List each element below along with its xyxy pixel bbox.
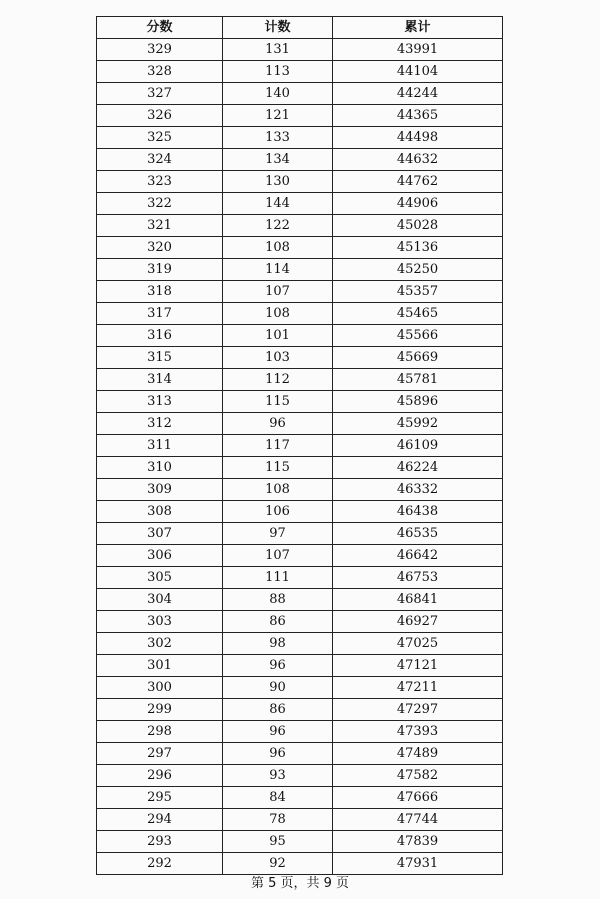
cell-cumulative: 44632	[333, 149, 503, 171]
cell-score: 307	[97, 523, 223, 545]
cell-count: 133	[223, 127, 333, 149]
cell-score: 303	[97, 611, 223, 633]
table-row	[97, 237, 503, 259]
cell-score: 329	[97, 39, 223, 61]
cell-cumulative: 44244	[333, 83, 503, 105]
table-row	[97, 347, 503, 369]
table-row	[97, 39, 503, 61]
table-row	[97, 501, 503, 523]
cell-count: 115	[223, 391, 333, 413]
cell-cumulative: 45136	[333, 237, 503, 259]
cell-cumulative: 47025	[333, 633, 503, 655]
cell-score: 311	[97, 435, 223, 457]
cell-count: 103	[223, 347, 333, 369]
cell-cumulative: 46535	[333, 523, 503, 545]
cell-score: 319	[97, 259, 223, 281]
cell-count: 112	[223, 369, 333, 391]
cell-score: 323	[97, 171, 223, 193]
header-count: 计数	[223, 17, 333, 39]
cell-cumulative: 44498	[333, 127, 503, 149]
table-row	[97, 259, 503, 281]
cell-score: 309	[97, 479, 223, 501]
page-number: 第 5 页，共 9 页	[250, 876, 350, 891]
table-row	[97, 303, 503, 325]
cell-count: 108	[223, 303, 333, 325]
cell-cumulative: 47393	[333, 721, 503, 743]
cell-cumulative: 45250	[333, 259, 503, 281]
cell-cumulative: 47666	[333, 787, 503, 809]
cell-cumulative: 46927	[333, 611, 503, 633]
cell-cumulative: 47931	[333, 853, 503, 875]
cell-cumulative: 47744	[333, 809, 503, 831]
cell-cumulative: 47121	[333, 655, 503, 677]
cell-score: 301	[97, 655, 223, 677]
cell-cumulative: 45028	[333, 215, 503, 237]
cell-count: 122	[223, 215, 333, 237]
table-row	[97, 61, 503, 83]
table-row	[97, 743, 503, 765]
table-row	[97, 699, 503, 721]
cell-score: 324	[97, 149, 223, 171]
table-row	[97, 281, 503, 303]
cell-cumulative: 47582	[333, 765, 503, 787]
cell-cumulative: 44104	[333, 61, 503, 83]
cell-score: 306	[97, 545, 223, 567]
table-row	[97, 413, 503, 435]
cell-score: 308	[97, 501, 223, 523]
cell-count: 113	[223, 61, 333, 83]
cell-count: 95	[223, 831, 333, 853]
cell-score: 302	[97, 633, 223, 655]
cell-count: 108	[223, 479, 333, 501]
cell-cumulative: 45669	[333, 347, 503, 369]
cell-score: 320	[97, 237, 223, 259]
cell-count: 98	[223, 633, 333, 655]
cell-count: 131	[223, 39, 333, 61]
table-header-row	[97, 17, 503, 39]
cell-count: 96	[223, 413, 333, 435]
cell-score: 314	[97, 369, 223, 391]
cell-cumulative: 45357	[333, 281, 503, 303]
cell-score: 315	[97, 347, 223, 369]
cell-count: 90	[223, 677, 333, 699]
cell-count: 97	[223, 523, 333, 545]
cell-cumulative: 46224	[333, 457, 503, 479]
table-row	[97, 787, 503, 809]
cell-cumulative: 47297	[333, 699, 503, 721]
cell-count: 101	[223, 325, 333, 347]
table-row	[97, 545, 503, 567]
table-row	[97, 677, 503, 699]
cell-cumulative: 47839	[333, 831, 503, 853]
cell-count: 107	[223, 281, 333, 303]
cell-score: 293	[97, 831, 223, 853]
cell-score: 297	[97, 743, 223, 765]
cell-count: 134	[223, 149, 333, 171]
cell-count: 96	[223, 655, 333, 677]
table-row	[97, 105, 503, 127]
table-row	[97, 149, 503, 171]
cell-score: 294	[97, 809, 223, 831]
cell-count: 92	[223, 853, 333, 875]
cell-cumulative: 47489	[333, 743, 503, 765]
table-row	[97, 765, 503, 787]
table-row	[97, 193, 503, 215]
cell-score: 321	[97, 215, 223, 237]
header-score: 分数	[97, 17, 223, 39]
cell-cumulative: 46438	[333, 501, 503, 523]
cell-count: 144	[223, 193, 333, 215]
cell-cumulative: 43991	[333, 39, 503, 61]
cell-score: 298	[97, 721, 223, 743]
cell-count: 108	[223, 237, 333, 259]
table-row	[97, 831, 503, 853]
cell-cumulative: 44906	[333, 193, 503, 215]
table-row	[97, 171, 503, 193]
table-row	[97, 127, 503, 149]
cell-score: 316	[97, 325, 223, 347]
cell-cumulative: 46642	[333, 545, 503, 567]
cell-score: 295	[97, 787, 223, 809]
cell-count: 111	[223, 567, 333, 589]
cell-count: 93	[223, 765, 333, 787]
cell-cumulative: 45566	[333, 325, 503, 347]
cell-count: 106	[223, 501, 333, 523]
cell-score: 312	[97, 413, 223, 435]
cell-cumulative: 44762	[333, 171, 503, 193]
cell-count: 140	[223, 83, 333, 105]
cell-cumulative: 46753	[333, 567, 503, 589]
cell-count: 96	[223, 721, 333, 743]
cell-score: 304	[97, 589, 223, 611]
table-row	[97, 523, 503, 545]
cell-score: 300	[97, 677, 223, 699]
cell-count: 86	[223, 699, 333, 721]
cell-score: 310	[97, 457, 223, 479]
cell-score: 318	[97, 281, 223, 303]
cell-score: 305	[97, 567, 223, 589]
cell-score: 327	[97, 83, 223, 105]
cell-count: 107	[223, 545, 333, 567]
cell-count: 114	[223, 259, 333, 281]
table-row	[97, 721, 503, 743]
cell-count: 84	[223, 787, 333, 809]
cell-cumulative: 44365	[333, 105, 503, 127]
table-row	[97, 83, 503, 105]
cell-score: 317	[97, 303, 223, 325]
table-row	[97, 391, 503, 413]
cell-cumulative: 47211	[333, 677, 503, 699]
table-row	[97, 655, 503, 677]
cell-count: 78	[223, 809, 333, 831]
cell-cumulative: 46841	[333, 589, 503, 611]
header-cumulative: 累计	[333, 17, 503, 39]
cell-count: 130	[223, 171, 333, 193]
cell-score: 326	[97, 105, 223, 127]
table-row	[97, 457, 503, 479]
cell-score: 299	[97, 699, 223, 721]
table-row	[97, 215, 503, 237]
cell-score: 325	[97, 127, 223, 149]
cell-cumulative: 45781	[333, 369, 503, 391]
table-row	[97, 611, 503, 633]
cell-cumulative: 45896	[333, 391, 503, 413]
cell-score: 296	[97, 765, 223, 787]
table-row	[97, 809, 503, 831]
table-row	[97, 589, 503, 611]
table-row	[97, 369, 503, 391]
table-row	[97, 567, 503, 589]
cell-score: 328	[97, 61, 223, 83]
table-row	[97, 633, 503, 655]
table-body	[97, 39, 503, 875]
cell-count: 115	[223, 457, 333, 479]
cell-cumulative: 45465	[333, 303, 503, 325]
cell-score: 322	[97, 193, 223, 215]
table-row	[97, 325, 503, 347]
cell-cumulative: 45992	[333, 413, 503, 435]
cell-count: 86	[223, 611, 333, 633]
cell-count: 96	[223, 743, 333, 765]
cell-count: 121	[223, 105, 333, 127]
table-row	[97, 435, 503, 457]
cell-cumulative: 46109	[333, 435, 503, 457]
cell-count: 88	[223, 589, 333, 611]
cell-score: 292	[97, 853, 223, 875]
score-table	[96, 16, 503, 875]
cell-score: 313	[97, 391, 223, 413]
cell-count: 117	[223, 435, 333, 457]
table-row	[97, 479, 503, 501]
cell-cumulative: 46332	[333, 479, 503, 501]
